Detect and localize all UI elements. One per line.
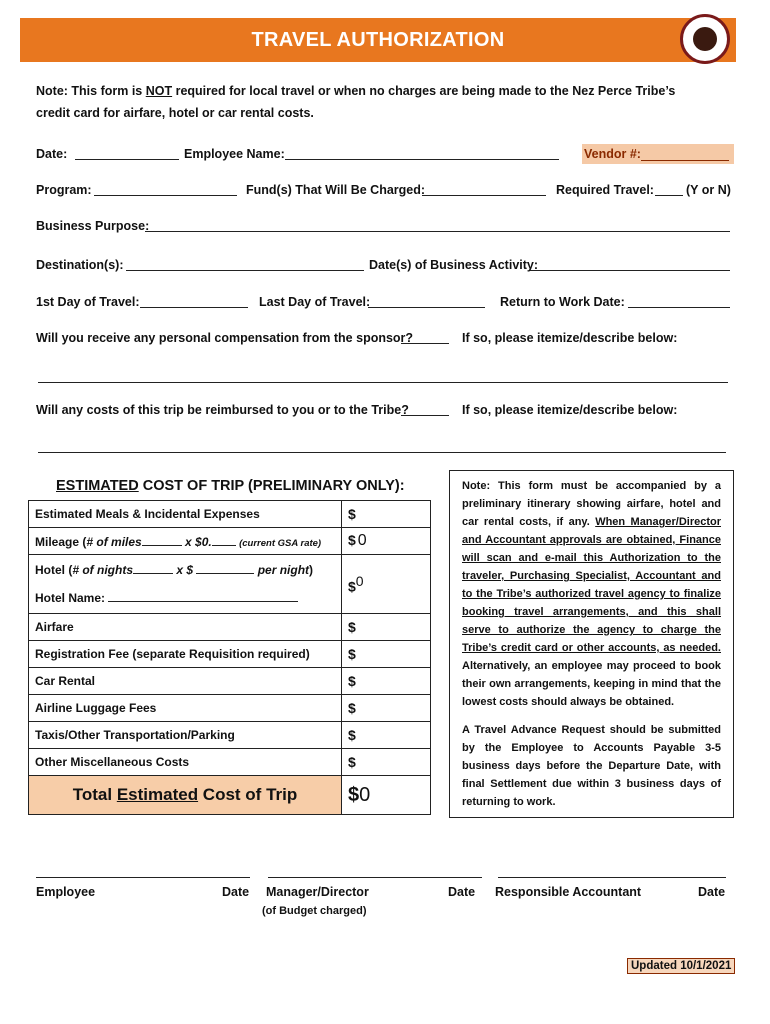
vendor-label: Vendor #: (584, 147, 641, 161)
destinations-label: Destination(s): (36, 258, 124, 272)
employee-name-label: Employee Name: (184, 147, 285, 161)
employee-signature-line[interactable] (36, 876, 250, 878)
cost-table (28, 500, 431, 815)
destinations-field[interactable] (126, 258, 364, 271)
employee-date-label: Date (222, 885, 250, 899)
mileage-label: Mileage (# of miles x $0. (current GSA rate) (29, 528, 342, 555)
note-line-1: Note: This form is NOT required for local travel or when no charges are being made to the Nez Perce Tribe’s (36, 84, 676, 98)
table-row (29, 501, 431, 528)
form-title: TRAVEL AUTHORIZATION (251, 29, 505, 51)
car-rental-amount[interactable]: $ (342, 668, 431, 695)
car-rental-label: Car Rental (29, 668, 342, 695)
rate-field[interactable] (212, 533, 236, 546)
program-label: Program: (36, 183, 92, 197)
total-row (29, 776, 431, 815)
table-row (29, 695, 431, 722)
total-label: Total Estimated Cost of Trip (29, 776, 342, 815)
manager-date-label: Date (448, 885, 476, 899)
required-travel-label: Required Travel: (556, 183, 654, 197)
table-row (29, 528, 431, 555)
hotel-amount[interactable]: \$$^0$ (342, 555, 431, 614)
cost-heading: ESTIMATED COST OF TRIP (PRELIMINARY ONLY): (56, 478, 405, 494)
table-row (29, 722, 431, 749)
nights-field[interactable] (133, 561, 173, 574)
first-day-label: 1st Day of Travel: (36, 295, 140, 309)
form-title-banner (20, 18, 736, 62)
required-travel-hint: (Y or N) (686, 183, 731, 197)
table-row (29, 641, 431, 668)
business-dates-label: Date(s) of Business Activity: (369, 258, 539, 272)
nightly-rate-field[interactable] (196, 561, 254, 574)
airfare-amount[interactable]: $ (342, 614, 431, 641)
return-date-field[interactable] (628, 295, 730, 308)
note-line-2: credit card for airfare, hotel or car rental costs. (36, 106, 314, 120)
meals-label: Estimated Meals & Incidental Expenses (29, 501, 342, 528)
business-purpose-field[interactable] (145, 219, 730, 232)
accountant-label: Responsible Accountant (495, 885, 642, 899)
misc-amount[interactable]: $ (342, 749, 431, 776)
manager-signature-line[interactable] (268, 876, 482, 878)
table-row (29, 749, 431, 776)
instructions-paragraph-1: Note: This form must be accompanied by a preliminary itinerary showing airfare, hotel and car rental costs, if any. When Manager/Director and Accountant approvals are obtained, Finance will scan and e-mail this Authorization to the traveler, Purchasing Specialist, Accountant and to the Tribe’s authorized travel agency to finalize booking travel arrangements, and this shall serve to authorize the agency to charge the Tribe’s credit card or other accounts, as needed. Alternatively, an employee may proceed to book their own arrangements, keeping in mind that the lowest costs should always be obtained. (462, 480, 721, 708)
luggage-amount[interactable]: $ (342, 695, 431, 722)
table-row (29, 555, 431, 614)
accountant-date-label: Date (698, 885, 726, 899)
compensation-question: Will you receive any personal compensation from the sponsor? (36, 331, 414, 345)
reimbursed-description-field[interactable] (38, 440, 726, 453)
instructions-box (449, 470, 734, 818)
date-field[interactable] (75, 147, 179, 160)
funds-label: Fund(s) That Will Be Charged: (246, 183, 426, 197)
taxis-label: Taxis/Other Transportation/Parking (29, 722, 342, 749)
program-field[interactable] (94, 183, 237, 196)
airfare-label: Airfare (29, 614, 342, 641)
misc-label: Other Miscellaneous Costs (29, 749, 342, 776)
return-date-label: Return to Work Date: (500, 295, 625, 309)
table-row (29, 614, 431, 641)
compensation-itemize-label: If so, please itemize/describe below: (462, 331, 678, 345)
funds-field[interactable] (422, 183, 546, 196)
compensation-description-field[interactable] (38, 370, 728, 383)
vendor-underline (641, 148, 729, 161)
miles-field[interactable] (142, 533, 182, 546)
required-travel-field[interactable] (655, 183, 683, 196)
note-emphasis: NOT (145, 84, 173, 98)
luggage-label: Airline Luggage Fees (29, 695, 342, 722)
employee-label: Employee (36, 885, 96, 899)
manager-label: Manager/Director (266, 885, 369, 899)
last-day-label: Last Day of Travel: (259, 295, 371, 309)
budget-note: (of Budget charged) (262, 905, 367, 917)
date-label: Date: (36, 147, 68, 161)
last-day-field[interactable] (368, 295, 485, 308)
tribe-seal-icon (680, 14, 730, 64)
hotel-name-label: Hotel Name: (35, 591, 106, 605)
reimbursed-field[interactable] (401, 403, 449, 416)
taxis-amount[interactable]: $ (342, 722, 431, 749)
mileage-amount[interactable]: $ 0 (342, 528, 431, 555)
reimbursed-itemize-label: If so, please itemize/describe below: (462, 403, 678, 417)
reimbursed-question: Will any costs of this trip be reimbursed to you or to the Tribe? (36, 403, 409, 417)
hotel-name-field[interactable] (108, 589, 298, 602)
registration-label: Registration Fee (separate Requisition required) (29, 641, 342, 668)
table-row (29, 668, 431, 695)
total-amount[interactable]: $0 (342, 776, 431, 815)
updated-badge: Updated 10/1/2021 (627, 958, 735, 974)
first-day-field[interactable] (140, 295, 248, 308)
instructions-paragraph-2: A Travel Advance Request should be submitted by the Employee to Accounts Payable 3-5 business days before the Departure Date, with final Settlement due within 3 business days of returning to work. (462, 724, 721, 808)
hotel-label: Hotel (# of nights x $ per night) Hotel Name: (29, 555, 342, 614)
registration-amount[interactable]: $ (342, 641, 431, 668)
business-dates-field[interactable] (530, 258, 730, 271)
compensation-field[interactable] (401, 331, 449, 344)
meals-amount[interactable]: $ (342, 501, 431, 528)
business-purpose-label: Business Purpose: (36, 219, 150, 233)
employee-name-field[interactable] (285, 147, 559, 160)
accountant-signature-line[interactable] (498, 876, 726, 878)
